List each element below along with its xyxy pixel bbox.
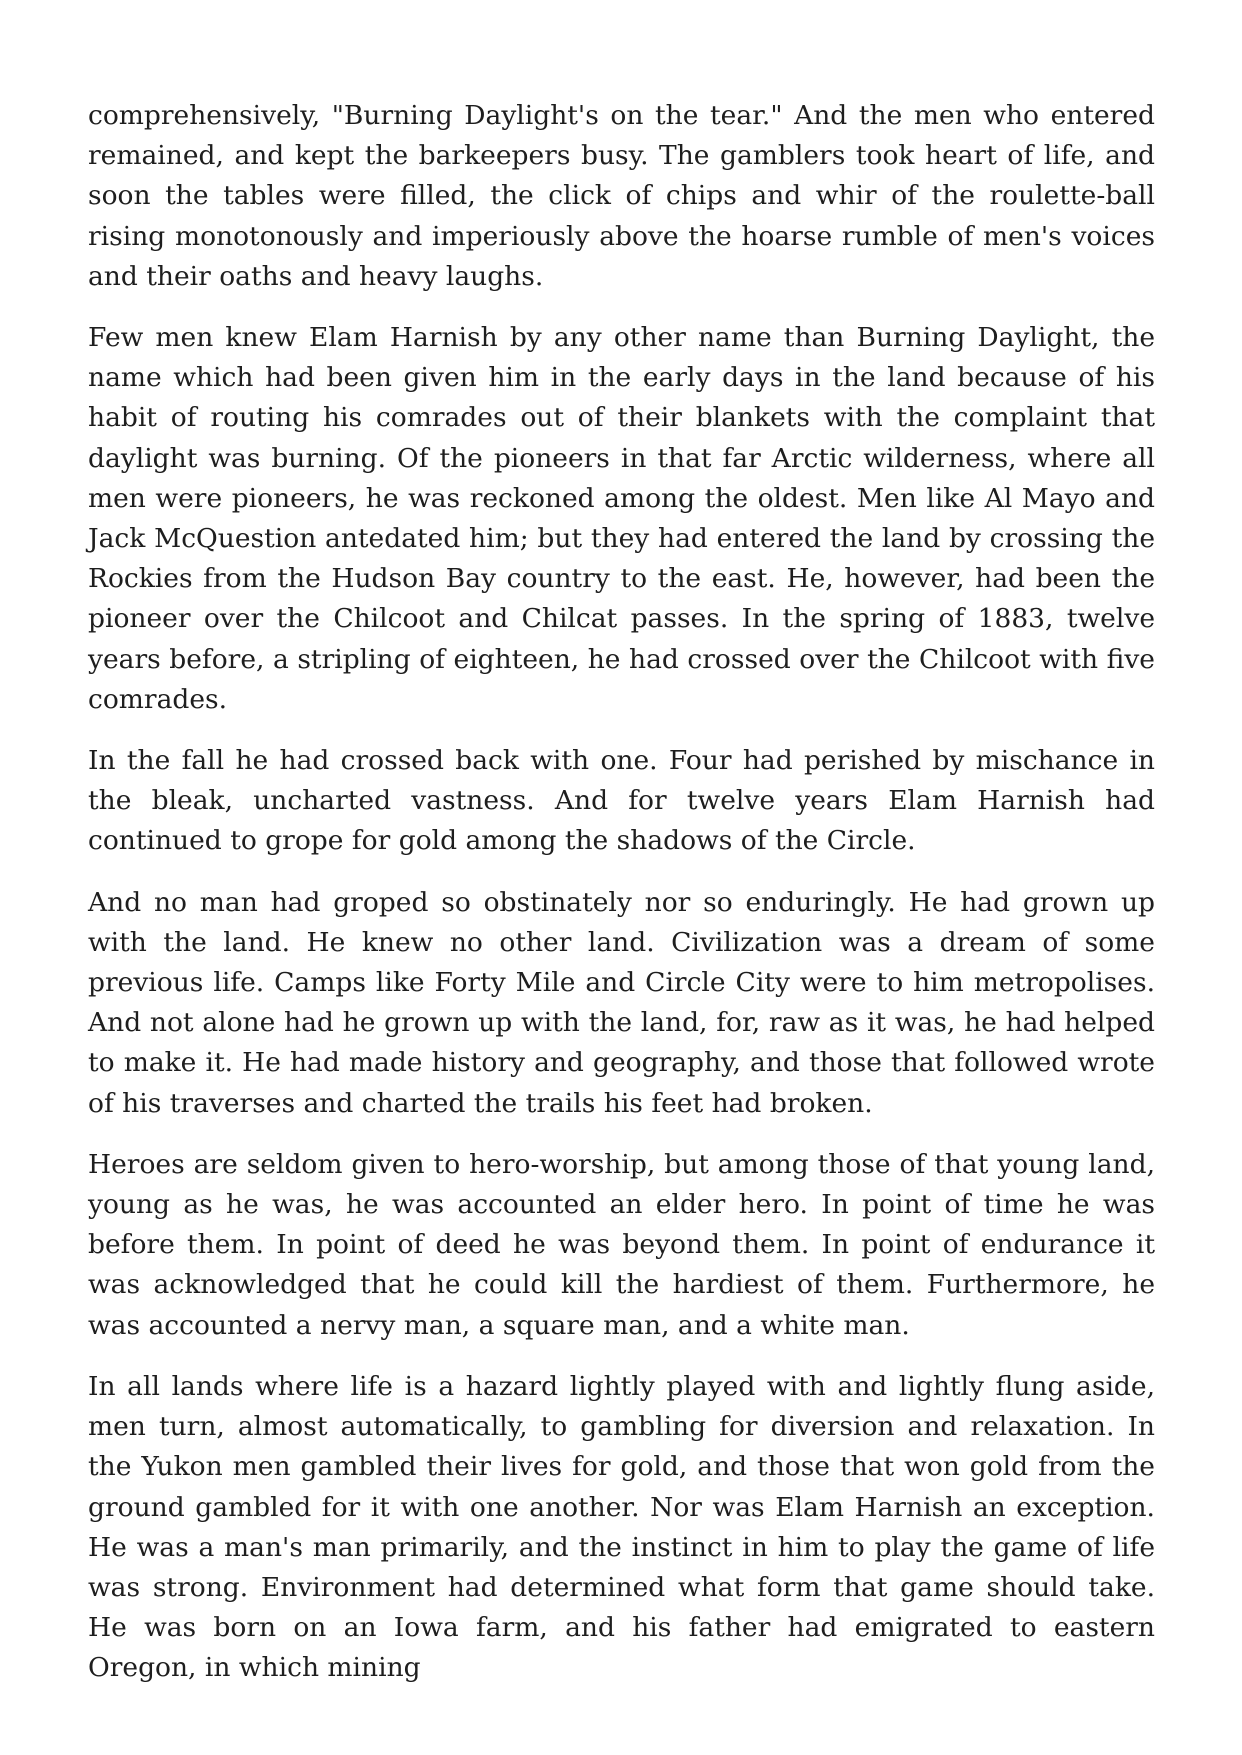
paragraph-6: In all lands where life is a hazard lightly played with and lightly flung aside, men turn, almost automatically, to gambling for diversion and relaxation. In the Yukon men gambled their lives for gold, and those that won gold from the ground gambled for it with one another. Nor was Elam Harnish an exception. He was a man's man primarily, and the instinct in him to play the game of life was strong. Environment had determined what form that game should take. He was born on an Iowa farm, and his father had emigrated to eastern Oregon, in which mining: [88, 1370, 1155, 1684]
paragraph-5: Heroes are seldom given to hero-worship, but among those of that young land, young as he was, he was accounted an elder hero. In point of time he was before them. In point of deed he was beyond them. In point of endurance it was acknowledged that he could kill the hardiest of them. Furthermore, he was accounted a nervy man, a square man, and a white man.: [88, 1148, 1155, 1341]
paragraph-1: comprehensively, "Burning Daylight's on the tear." And the men who entered remained, and kept the barkeepers busy. The gamblers took heart of life, and soon the tables were filled, the click of chips and whir of the roulette-ball rising monotonously and imperiously above the hoarse rumble of men's voices and their oaths and heavy laughs.: [88, 100, 1155, 292]
paragraph-3: In the fall he had crossed back with one. Four had perished by mischance in the bleak, uncharted vastness. And for twelve years Elam Harnish had continued to grope for gold among the shadows of the Circle.: [88, 745, 1155, 857]
document-page: [88, 96, 1155, 1710]
paragraph-2: Few men knew Elam Harnish by any other name than Burning Daylight, the name which had been given him in the early days in the land because of his habit of routing his comrades out of their blankets with the complaint that daylight was burning. Of the pioneers in that far Arctic wilderness, where all men were pioneers, he was reckoned among the oldest. Men like Al Mayo and Jack McQuestion antedated him; but they had entered the land by crossing the Rockies from the Hudson Bay country to the east. He, however, had been the pioneer over the Chilcoot and Chilcat passes. In the spring of 1883, twelve years before, a stripling of eighteen, he had crossed over the Chilcoot with five comrades.: [88, 322, 1155, 715]
paragraph-4: And no man had groped so obstinately nor so enduringly. He had grown up with the land. He knew no other land. Civilization was a dream of some previous life. Camps like Forty Mile and Circle City were to him metropolises. And not alone had he grown up with the land, for, raw as it was, he had helped to make it. He had made history and geography, and those that followed wrote of his traverses and charted the trails his feet had broken.: [88, 886, 1155, 1119]
